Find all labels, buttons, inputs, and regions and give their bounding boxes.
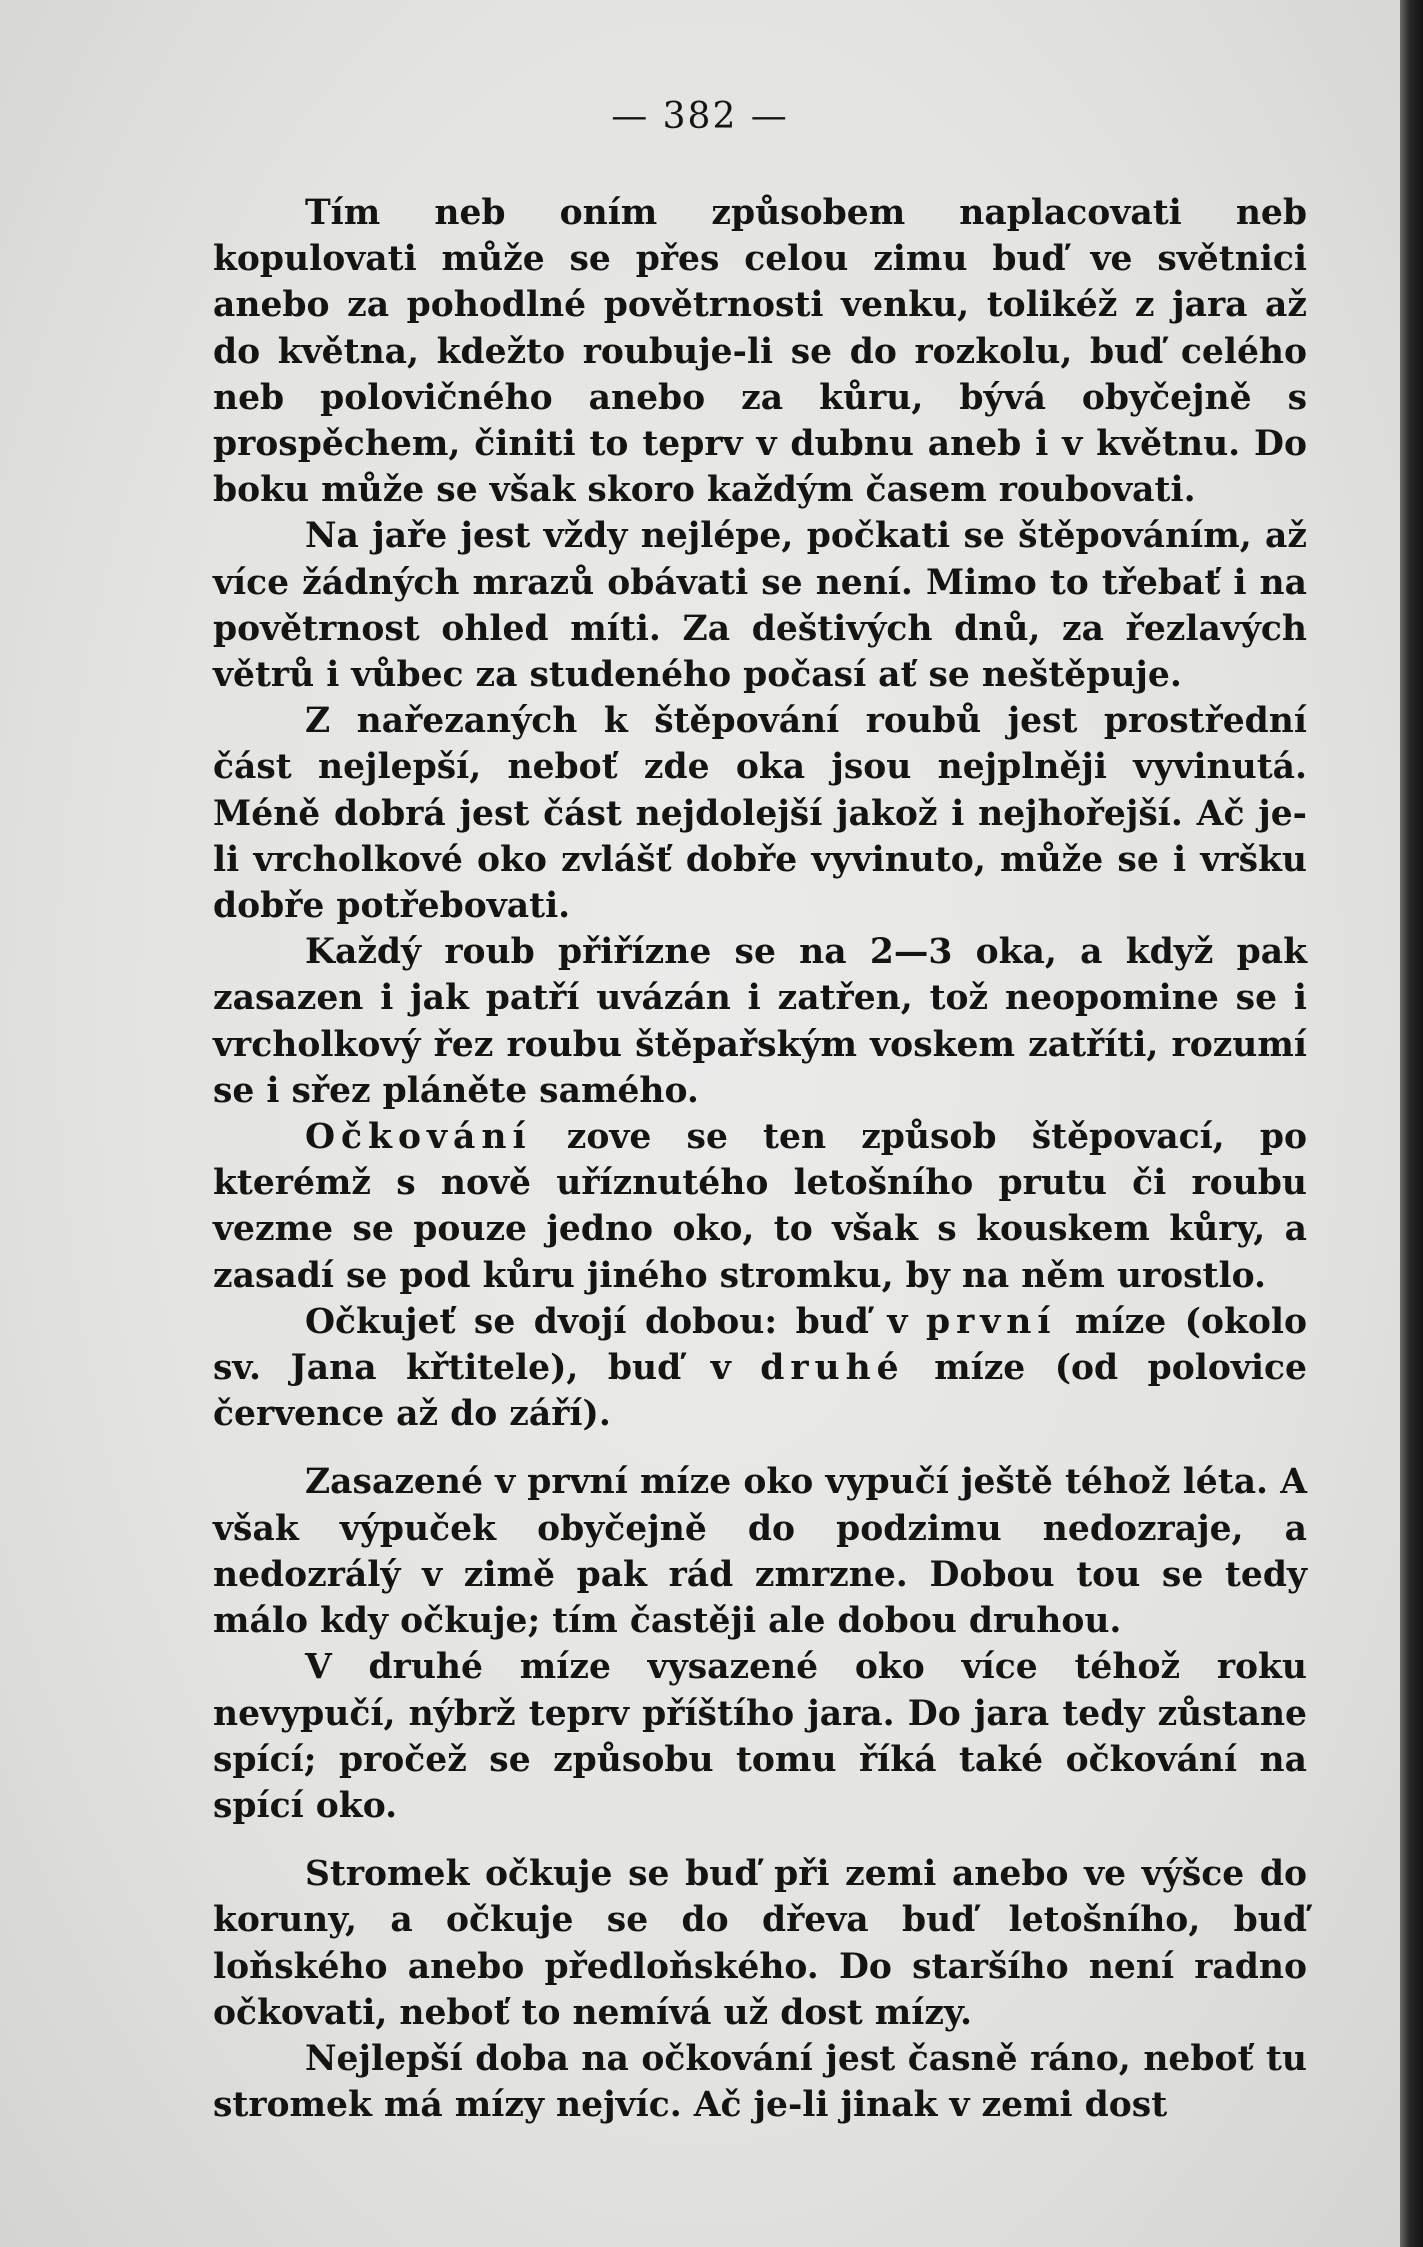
- paragraph-text: zove se ten způsob štěpovací, po kterémž s nově uříznutého letošního prutu či roubu vezme se pouze jedno oko, to však s kouskem kůry, a zasadí se pod kůru jiného stromku, by na něm urostlo.: [213, 1117, 1307, 1296]
- paragraph-text: Každý roub přiřízne se na 2—3 oka, a když pak zasazen i jak patří uvázán i zatřen, tož neopomine se i vrcholkový řez roubu štěpařským voskem zatříti, rozumí se i sřez pláněte samého.: [213, 932, 1307, 1111]
- paragraph-text: Tím neb oním způsobem naplacovati neb kopulovati může se přes celou zimu buď ve světnici anebo za pohodlné povětrnosti venku, tolikéž z jara až do května, kdežto roubuje-li se do rozkolu, buď celého neb polovičného anebo za kůru, bývá obyčejně s prospěchem, činiti to teprv v dubnu aneb i v květnu. Do boku může se však skoro každým časem roubovati.: [213, 193, 1307, 511]
- paragraph-text: míze (od polovice července až do září).: [213, 1348, 1307, 1435]
- term-second: druhé: [760, 1348, 905, 1389]
- paragraph-first-sap: [213, 1459, 1307, 1644]
- paragraph-grafting-timing: [213, 190, 1307, 513]
- paragraph-budding-height: [213, 1851, 1307, 2036]
- paragraph-scion-cut: [213, 929, 1307, 1114]
- page-number: — 382 —: [611, 96, 789, 137]
- paragraph-second-sap: [213, 1644, 1307, 1829]
- paragraph-spring-weather: [213, 513, 1307, 698]
- paragraph-text: Očkujeť se dvojí dobou: buď v: [305, 1301, 926, 1342]
- term-first: první: [925, 1301, 1057, 1342]
- body-text: [213, 190, 1307, 2128]
- paragraph-text: míze (okolo sv. Jana křtitele), buď v: [213, 1301, 1307, 1389]
- paragraph-scion-part: [213, 698, 1307, 929]
- paragraph-best-time: [213, 2036, 1307, 2128]
- paragraph-budding-definition: [213, 1114, 1307, 1299]
- paragraph-text: Na jaře jest vždy nejlépe, počkati se štěpováním, až více žádných mrazů obávati se není. Mimo to třebať i na povětrnost ohled míti. Za deštivých dnů, za řezlavých větrů i vůbec za studeného počasí ať se neštěpuje.: [213, 516, 1307, 696]
- paragraph-text: Zasazené v první míze oko vypučí ještě téhož léta. A však výpuček obyčejně do podzimu nedozraje, a nedozrálý v zimě pak rád zmrzne. Dobou tou se tedy málo kdy očkuje; tím častěji ale dobou druhou.: [213, 1462, 1307, 1642]
- paragraph-text: Stromek očkuje se buď při zemi anebo ve výšce do koruny, a očkuje se do dřeva buď letošního, buď loňského anebo předloňského. Do staršího není radno očkovati, neboť to nemívá už dost mízy.: [213, 1854, 1307, 2033]
- paragraph-budding-seasons: [213, 1299, 1307, 1438]
- paragraph-text: Nejlepší doba na očkování jest časně ráno, neboť tu stromek má mízy nejvíc. Ač je-li jinak v zemi dost: [213, 2038, 1307, 2126]
- paragraph-text: Z nařezaných k štěpování roubů jest prostřední část nejlepší, neboť zde oka jsou nejplněji vyvinutá. Méně dobrá jest část nejdolejší jakož i nejhořejší. Ač je-li vrcholkové oko zvlášť dobře vyvinuto, může se i vršku dobře potřebovati.: [213, 701, 1307, 927]
- book-spine-shadow: [1400, 0, 1423, 2247]
- term-budding: Očkování: [305, 1117, 532, 1158]
- paragraph-text: V druhé míze vysazené oko více téhož roku nevypučí, nýbrž teprv příštího jara. Do jara tedy zůstane spící; pročež se způsobu tomu říká také očkování na spící oko.: [213, 1647, 1307, 1826]
